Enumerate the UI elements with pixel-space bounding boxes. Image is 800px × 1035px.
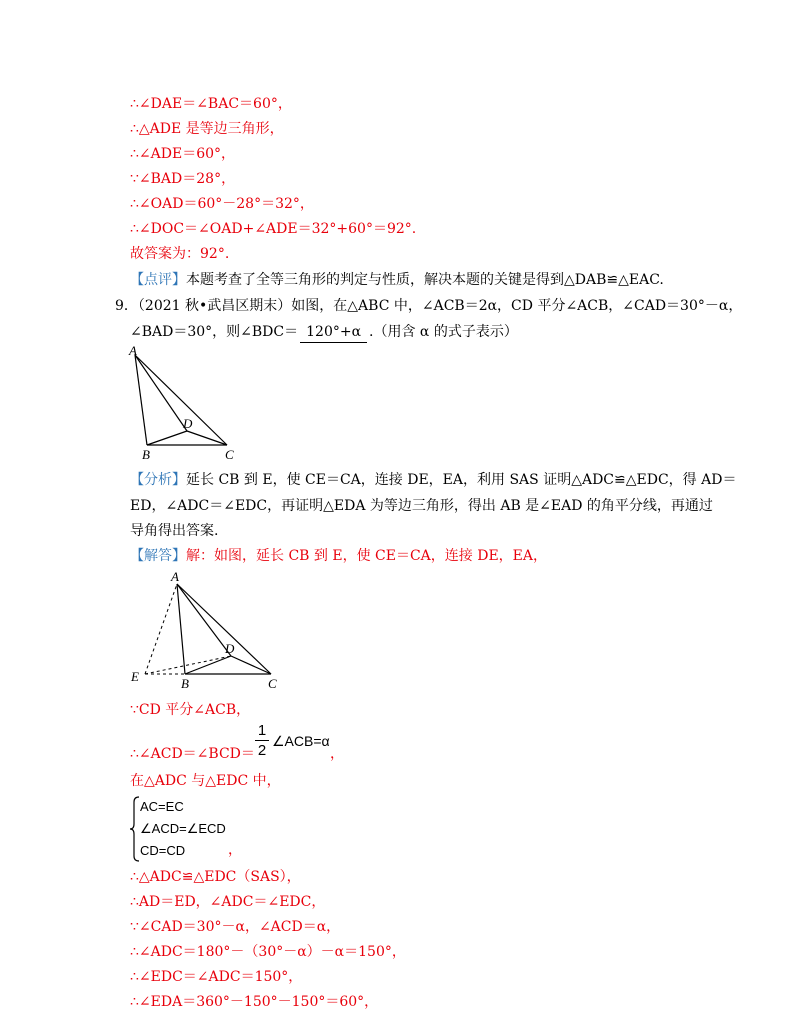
point-label-b: B xyxy=(181,676,189,691)
extended-triangle-figure xyxy=(125,570,285,690)
problem-text: ∠BAD＝30°，则∠BDC＝ xyxy=(130,324,299,340)
comment-tag: 【点评】 xyxy=(130,272,186,288)
analysis-tag: 【分析】 xyxy=(130,472,186,488)
point-label-e: E xyxy=(131,669,139,684)
step-text: ∴∠ACD＝∠BCD＝ xyxy=(130,746,255,762)
point-label-a: A xyxy=(171,569,179,584)
point-label-b: B xyxy=(142,447,150,462)
step-line: ∵CD 平分∠ACB， xyxy=(130,702,251,718)
problem-line-1 xyxy=(115,296,742,316)
step-text: ， xyxy=(330,746,344,762)
brace-symbol xyxy=(130,796,140,862)
proof-line: ∴∠DAE＝∠BAC＝60°， xyxy=(130,96,292,112)
problem-number: 9． xyxy=(115,298,138,314)
problem-source: （2021 秋•武昌区期末） xyxy=(137,298,292,314)
condition-line: ∠ACD=∠ECD xyxy=(140,821,226,836)
triangle-figure xyxy=(125,345,235,460)
solution-intro: 解：如图，延长 CB 到 E，使 CE＝CA，连接 DE，EA， xyxy=(186,548,547,564)
step-text: ， xyxy=(228,842,242,858)
point-label-a: A xyxy=(129,343,137,358)
answer-line: 故答案为：92°. xyxy=(130,246,230,262)
fraction-denominator: 2 xyxy=(257,742,267,759)
step-line: ∴AD＝ED，∠ADC＝∠EDC， xyxy=(130,894,326,910)
step-line: ∴△ADC≌△EDC（SAS）， xyxy=(130,869,301,885)
proof-line: ∴△ADE 是等边三角形， xyxy=(130,121,284,137)
step-line: 在△ADC 与△EDC 中， xyxy=(130,773,281,789)
analysis-line: ED，∠ADC＝∠EDC，再证明△EDA 为等边三角形，得出 AB 是∠EAD 的角平分线，再通过 xyxy=(130,498,713,514)
proof-line: ∵∠BAD＝28°， xyxy=(130,171,236,187)
analysis-line: 导角得出答案. xyxy=(130,523,219,539)
condition-line: CD=CD xyxy=(140,843,186,858)
problem-text: .（用含 α 的式子表示） xyxy=(369,324,518,340)
problem-text: 如图，在△ABC 中，∠ACB＝2α，CD 平分∠ACB，∠CAD＝30°－α， xyxy=(291,298,743,314)
point-label-d: D xyxy=(183,416,193,431)
analysis-line xyxy=(130,470,736,490)
comment-line xyxy=(130,270,664,290)
condition-line: AC=EC xyxy=(140,799,184,814)
step-line: ∴∠EDA＝360°－150°－150°＝60°， xyxy=(130,994,379,1010)
point-label-c: C xyxy=(225,447,234,462)
answer-blank: 120°+α xyxy=(300,322,367,343)
angle-expression: ∠ACB=α xyxy=(272,733,330,749)
fraction-numerator: 1 xyxy=(257,722,267,739)
problem-line-2 xyxy=(130,322,518,343)
solution-tag: 【解答】 xyxy=(130,548,186,564)
proof-line: ∴∠ADE＝60°， xyxy=(130,146,236,162)
point-label-d: D xyxy=(225,641,235,656)
proof-line: ∴∠OAD＝60°－28°＝32°， xyxy=(130,196,314,212)
step-line: ∵∠CAD＝30°－α，∠ACD＝α， xyxy=(130,919,341,935)
step-line xyxy=(130,744,255,764)
solution-line xyxy=(130,546,547,566)
step-line: ∴∠EDC＝∠ADC＝150°， xyxy=(130,969,303,985)
proof-line: ∴∠DOC＝∠OAD+∠ADE＝32°+60°＝92°. xyxy=(130,221,417,237)
comment-text: 本题考查了全等三角形的判定与性质，解决本题的关键是得到△DAB≌△EAC. xyxy=(186,272,664,288)
congruence-conditions xyxy=(140,796,226,862)
step-line: ∴∠ADC＝180°－（30°－α）－α＝150°， xyxy=(130,944,406,960)
fraction-half xyxy=(255,722,269,759)
analysis-text: 延长 CB 到 E，使 CE＝CA，连接 DE，EA，利用 SAS 证明△ADC≌△EDC，得 AD＝ xyxy=(186,472,737,488)
point-label-c: C xyxy=(268,676,277,691)
